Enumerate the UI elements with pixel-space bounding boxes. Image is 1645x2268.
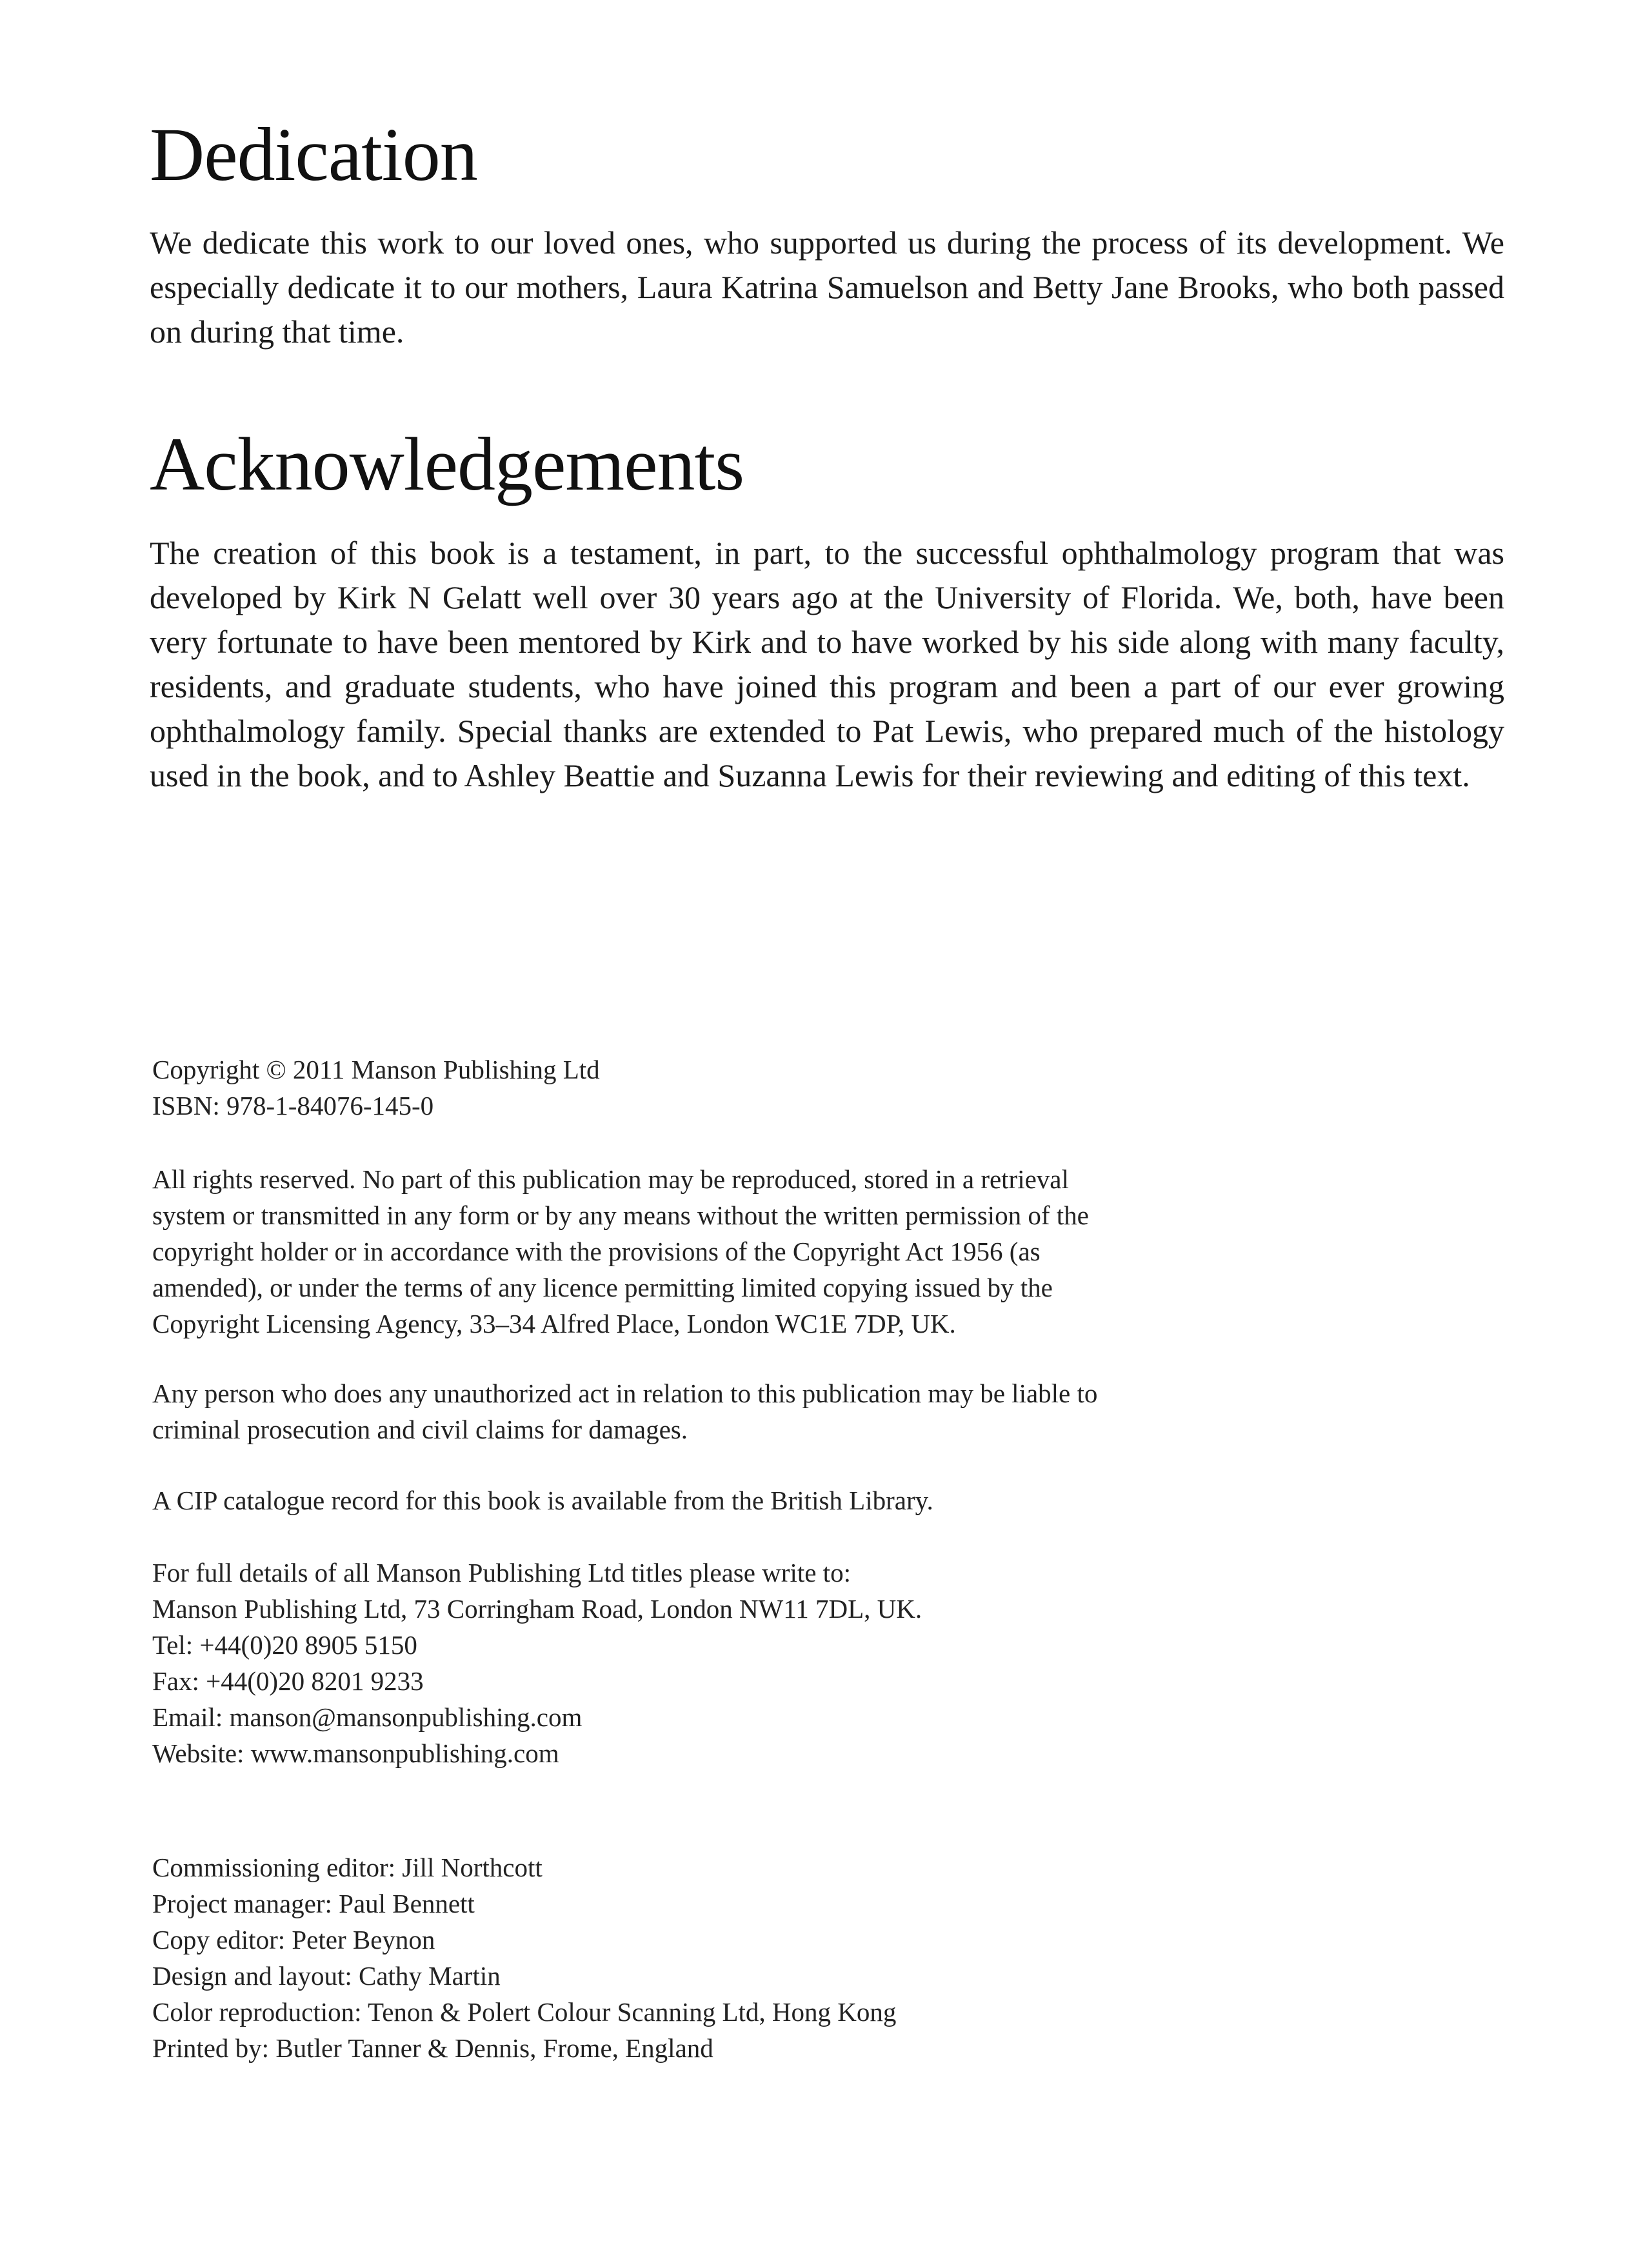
contact-fax: Fax: +44(0)20 8201 9233 — [152, 1666, 424, 1696]
rights-notice — [152, 1161, 1475, 1342]
rights-line: Copyright Licensing Agency, 33–34 Alfred Place, London WC1E 7DP, UK. — [152, 1309, 956, 1338]
acknowledgements-paragraph: The creation of this book is a testament, in part, to the successful ophthalmology program that was developed by Kirk N Gelatt well over 30 years ago at the University of Florida. We, both, have been very fortunate to have been mentored by Kirk and to have worked by his side along with many faculty, residents, and graduate students, who have joined this program and been a part of our ever growing ophthalmology family. Special thanks are extended to Pat Lewis, who prepared much of the histology used in the book, and to Ashley Beattie and Suzanna Lewis for their reviewing and editing of this text. — [150, 535, 1504, 793]
contact-address: Manson Publishing Ltd, 73 Corringham Road, London NW11 7DL, UK. — [152, 1594, 922, 1624]
rights-line: amended), or under the terms of any licence permitting limited copying issued by the — [152, 1273, 1053, 1302]
cip-notice — [152, 1482, 1475, 1518]
credit-line: Copy editor: Peter Beynon — [152, 1925, 435, 1955]
production-credits — [152, 1849, 1475, 2066]
isbn-line: ISBN: 978-1-84076-145-0 — [152, 1091, 434, 1120]
cip-line: A CIP catalogue record for this book is available from the British Library. — [152, 1486, 933, 1515]
rights-line: system or transmitted in any form or by any means without the written permission of the — [152, 1200, 1089, 1230]
credit-line: Commissioning editor: Jill Northcott — [152, 1853, 543, 1882]
contact-intro: For full details of all Manson Publishing Ltd titles please write to: — [152, 1558, 851, 1587]
contact-tel: Tel: +44(0)20 8905 5150 — [152, 1630, 417, 1660]
rights-line: copyright holder or in accordance with the provisions of the Copyright Act 1956 (as — [152, 1237, 1041, 1266]
dedication-paragraph: We dedicate this work to our loved ones, who supported us during the process of its development. We especially dedicate it to our mothers, Laura Katrina Samuelson and Betty Jane Brooks, who both passed on during that time. — [150, 224, 1504, 350]
liability-notice — [152, 1375, 1475, 1447]
dedication-heading: Dedication — [150, 112, 477, 197]
credit-line: Design and layout: Cathy Martin — [152, 1961, 501, 1991]
contact-website: Website: www.mansonpublishing.com — [152, 1738, 559, 1768]
credit-line: Printed by: Butler Tanner & Dennis, Frome, England — [152, 2033, 713, 2063]
copyright-block — [152, 1051, 1475, 1124]
credit-line: Project manager: Paul Bennett — [152, 1889, 475, 1918]
liability-line: Any person who does any unauthorized act in relation to this publication may be liable to — [152, 1378, 1098, 1408]
rights-line: All rights reserved. No part of this publication may be reproduced, stored in a retrieval — [152, 1164, 1069, 1194]
contact-email: Email: manson@mansonpublishing.com — [152, 1702, 583, 1732]
liability-line: criminal prosecution and civil claims for damages. — [152, 1415, 688, 1444]
acknowledgements-heading: Acknowledgements — [150, 422, 744, 506]
copyright-line: Copyright © 2011 Manson Publishing Ltd — [152, 1055, 600, 1084]
publisher-contact — [152, 1555, 1475, 1771]
credit-line: Color reproduction: Tenon & Polert Colour Scanning Ltd, Hong Kong — [152, 1997, 897, 2027]
